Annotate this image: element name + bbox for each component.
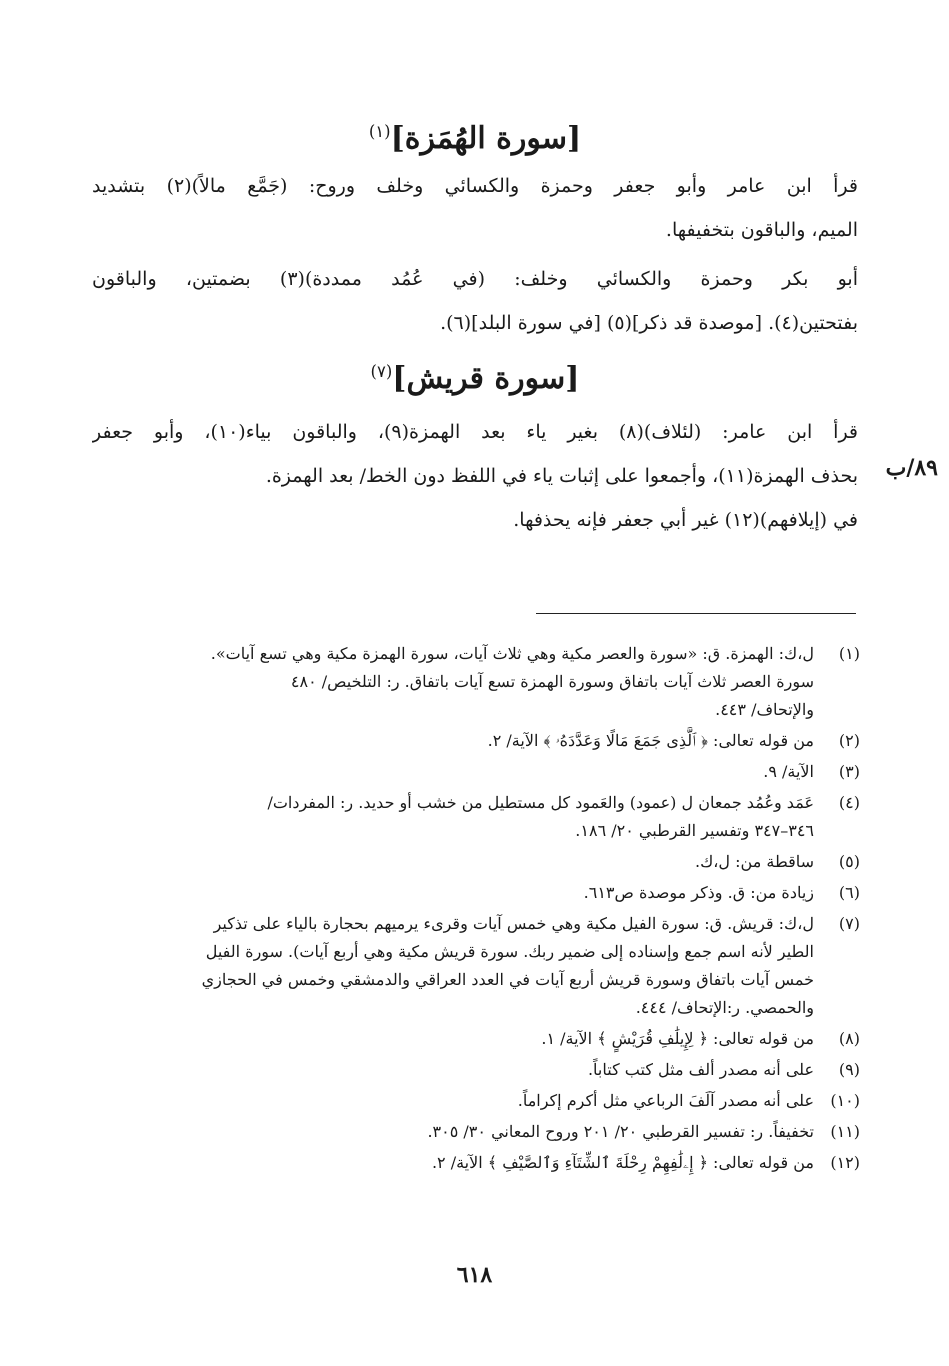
paragraph-humaza-1 (92, 164, 858, 252)
footnote-number: (١١) (830, 1122, 860, 1141)
manuscript-folio-marker: ٨٩/ب (885, 455, 938, 481)
footnote (100, 879, 860, 907)
footnote-divider (536, 613, 856, 614)
footnote-line: الطير لأنه اسم جمع وإسناده إلى ضمير ربك. سورة قريش مكية وهي أربع آيات). سورة الفيل (205, 942, 814, 961)
footnote-line: ل،ك: قريش. ق: سورة الفيل مكية وهي خمس آيات وقرىء يرميهم بحجارة بالياء على تذكير (213, 914, 814, 933)
footnote-line: زيادة من: ق. وذكر موصدة ص٦١٣. (583, 883, 814, 902)
text-line: بفتحتين(٤). [موصدة قد ذكر](٥) [في سورة البلد](٦). (440, 312, 858, 334)
footnote-line: ٣٤٦–٣٤٧ وتفسير القرطبي ٢٠/ ١٨٦. (575, 821, 814, 840)
footnote (100, 1087, 860, 1115)
surah-quraysh-heading (90, 352, 860, 399)
footnote-ref: (٧) (370, 362, 393, 381)
footnote-number: (٧) (838, 914, 860, 933)
footnote-number: (٩) (838, 1060, 860, 1079)
footnote (100, 758, 860, 786)
footnote-line: خمس آيات باتفاق وسورة قريش أربع آيات في العدد العراقي والدمشقي وخمس في الحجازي (201, 970, 814, 989)
footnote-line: تخفيفاً. ر: تفسير القرطبي ٢٠/ ٢٠١ وروح المعاني ٣٠/ ٣٠٥. (427, 1122, 814, 1141)
text-line: قرأ ابن عامر: (لئلاف)(٨) بغير ياء بعد الهمزة(٩)، والباقون بياء(١٠)، وأبو جعفر (92, 421, 858, 443)
footnote-number: (١) (838, 644, 860, 663)
footnote-line: سورة العصر ثلاث آيات باتفاق وسورة الهمزة تسع آيات باتفاق. ر: التلخيص/ ٤٨٠ (290, 672, 814, 691)
footnote-line: على أنه مصدر آلَفَ الرباعي مثل أكرم إكراماً. (517, 1091, 814, 1110)
page-number: ٦١٨ (456, 1262, 493, 1288)
footnote (100, 789, 860, 845)
footnote-line: على أنه مصدر ألف مثل كتب كتاباً. (587, 1060, 814, 1079)
paragraph-quraysh (92, 410, 858, 542)
footnote-line: عَمَد وعُمُد جمعان ل (عمود) والعَمود كل مستطيل من خشب أو حديد. ر: المفردات/ (267, 793, 814, 812)
footnote-number: (١٢) (830, 1153, 860, 1172)
footnote-line: من قوله تعالى: ﴿ لِإِيلَٰفِ قُرَيْشٍ ﴾ الآية/ ١. (541, 1029, 814, 1048)
footnote-number: (١٠) (830, 1091, 860, 1110)
footnote (100, 1056, 860, 1084)
footnote (100, 640, 860, 724)
footnote-line: والإتحاف/ ٤٤٣. (715, 700, 814, 719)
footnote (100, 910, 860, 1022)
footnote-number: (٦) (838, 883, 860, 902)
footnote-line: من قوله تعالى: ﴿ إِۦلَٰفِهِمْ رِحْلَةَ ٱلشِّتَآءِ وَٱلصَّيْفِ ﴾ الآية/ ٢. (431, 1153, 814, 1172)
footnote-line: من قوله تعالى: ﴿ ٱلَّذِى جَمَعَ مَالًا وَعَدَّدَهُۥ ﴾ الآية/ ٢. (487, 731, 814, 750)
footnotes-section (100, 640, 860, 1180)
footnote-number: (٨) (838, 1029, 860, 1048)
footnote-line: الآية/ ٩. (763, 762, 814, 781)
text-line: الميم، والباقون بتخفيفها. (665, 219, 858, 241)
text-line: بحذف الهمزة(١١)، وأجمعوا على إثبات ياء في اللفظ دون الخط/ بعد الهمزة. (265, 465, 858, 487)
footnote-line: والحمصي. ر:الإتحاف/ ٤٤٤. (635, 998, 814, 1017)
footnote-number: (٤) (838, 793, 860, 812)
footnote-number: (٣) (838, 762, 860, 781)
footnote-line: ساقطة من: ل،ك. (694, 852, 814, 871)
footnote (100, 1025, 860, 1053)
footnote-ref: (١) (368, 122, 391, 141)
text-line: في (إيلافهم)(١٢) غير أبي جعفر فإنه يحذفها. (513, 509, 858, 531)
footnote (100, 727, 860, 755)
heading-title: [سورة قريش] (392, 361, 580, 396)
footnote (100, 1118, 860, 1146)
footnote-line: ل،ك: الهمزة. ق: «سورة والعصر مكية وهي ثلاث آيات، سورة الهمزة مكية وهي تسع آيات». (210, 644, 814, 663)
text-line: أبو بكر وحمزة والكسائي وخلف: (في عُمُد ممددة)(٣) بضمتين، والباقون (92, 268, 858, 290)
footnote-number: (٢) (838, 731, 860, 750)
text-line: قرأ ابن عامر وأبو جعفر وحمزة والكسائي وخلف وروح: (جَمَّع مالاً)(٢) بتشديد (92, 175, 858, 197)
surah-humaza-heading (90, 112, 860, 159)
footnote (100, 848, 860, 876)
paragraph-humaza-2 (92, 257, 858, 345)
footnote (100, 1149, 860, 1177)
heading-title: [سورة الهُمَزة] (390, 121, 582, 156)
footnote-number: (٥) (838, 852, 860, 871)
